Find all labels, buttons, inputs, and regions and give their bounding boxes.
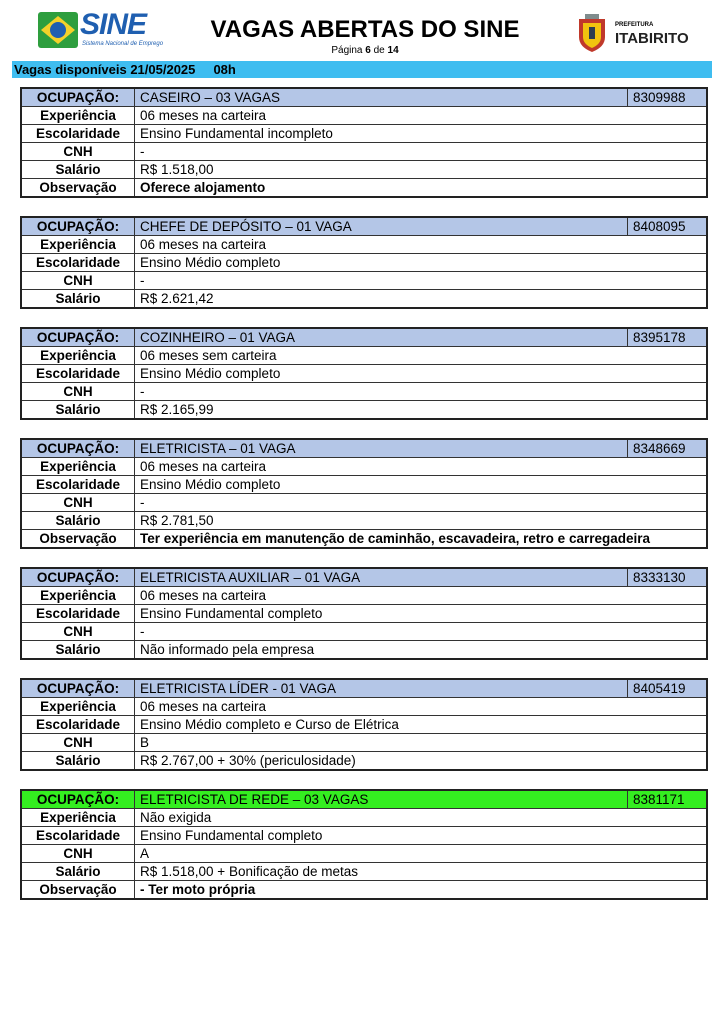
job-table xyxy=(20,567,708,660)
salary-row xyxy=(21,512,707,530)
license-value: B xyxy=(135,734,708,752)
job-table xyxy=(20,678,708,771)
salary-value: R$ 2.781,50 xyxy=(135,512,708,530)
experience-value: 06 meses na carteira xyxy=(135,458,708,476)
page-current: 6 xyxy=(365,45,371,56)
occupation-label: OCUPAÇÃO: xyxy=(21,439,135,458)
job-code: 8333130 xyxy=(628,568,708,587)
experience-row xyxy=(21,809,707,827)
salary-value: R$ 1.518,00 + Bonificação de metas xyxy=(135,863,708,881)
note-value: - Ter moto própria xyxy=(135,881,708,900)
license-row xyxy=(21,272,707,290)
job-code: 8405419 xyxy=(628,679,708,698)
note-row xyxy=(21,179,707,198)
education-label: Escolaridade xyxy=(21,125,135,143)
availability-text: Vagas disponíveis 21/05/2025 08h xyxy=(14,62,236,77)
salary-row xyxy=(21,290,707,309)
occupation-value: ELETRICISTA AUXILIAR – 01 VAGA xyxy=(135,568,628,587)
sine-logo xyxy=(38,10,163,52)
occupation-value: CHEFE DE DEPÓSITO – 01 VAGA xyxy=(135,217,628,236)
page-number xyxy=(190,45,540,56)
license-row xyxy=(21,383,707,401)
experience-row xyxy=(21,587,707,605)
note-label: Observação xyxy=(21,530,135,549)
prefeitura-logo xyxy=(575,13,695,53)
experience-value: 06 meses na carteira xyxy=(135,587,708,605)
salary-value: R$ 2.767,00 + 30% (periculosidade) xyxy=(135,752,708,771)
job-code: 8408095 xyxy=(628,217,708,236)
license-value: - xyxy=(135,383,708,401)
salary-label: Salário xyxy=(21,752,135,771)
salary-label: Salário xyxy=(21,290,135,309)
salary-value: R$ 1.518,00 xyxy=(135,161,708,179)
salary-row xyxy=(21,161,707,179)
occupation-row xyxy=(21,790,707,809)
sine-flag-icon xyxy=(38,12,78,48)
page-sep: de xyxy=(373,45,385,56)
license-label: CNH xyxy=(21,143,135,161)
license-row xyxy=(21,845,707,863)
page-total: 14 xyxy=(387,45,399,56)
salary-value: Não informado pela empresa xyxy=(135,641,708,660)
education-value: Ensino Médio completo xyxy=(135,365,708,383)
page-header xyxy=(0,0,724,60)
education-row xyxy=(21,254,707,272)
education-row xyxy=(21,125,707,143)
license-value: - xyxy=(135,494,708,512)
experience-label: Experiência xyxy=(21,587,135,605)
education-label: Escolaridade xyxy=(21,476,135,494)
education-value: Ensino Fundamental incompleto xyxy=(135,125,708,143)
city-crest-icon xyxy=(575,13,609,53)
experience-value: 06 meses na carteira xyxy=(135,107,708,125)
salary-label: Salário xyxy=(21,863,135,881)
job-table xyxy=(20,327,708,420)
salary-row xyxy=(21,752,707,771)
job-list xyxy=(20,87,708,918)
license-row xyxy=(21,623,707,641)
license-label: CNH xyxy=(21,494,135,512)
job-code: 8395178 xyxy=(628,328,708,347)
salary-value: R$ 2.165,99 xyxy=(135,401,708,420)
occupation-row xyxy=(21,679,707,698)
experience-row xyxy=(21,458,707,476)
occupation-row xyxy=(21,88,707,107)
education-label: Escolaridade xyxy=(21,365,135,383)
note-value: Ter experiência em manutenção de caminhão, escavadeira, retro e carregadeira xyxy=(135,530,708,549)
occupation-label: OCUPAÇÃO: xyxy=(21,217,135,236)
job-code: 8309988 xyxy=(628,88,708,107)
license-value: - xyxy=(135,143,708,161)
experience-value: Não exigida xyxy=(135,809,708,827)
job-table xyxy=(20,438,708,549)
job-table xyxy=(20,87,708,198)
occupation-value: CASEIRO – 03 VAGAS xyxy=(135,88,628,107)
occupation-row xyxy=(21,217,707,236)
experience-value: 06 meses na carteira xyxy=(135,698,708,716)
experience-row xyxy=(21,107,707,125)
education-value: Ensino Médio completo e Curso de Elétrica xyxy=(135,716,708,734)
experience-row xyxy=(21,347,707,365)
occupation-row xyxy=(21,328,707,347)
page-title: VAGAS ABERTAS DO SINE xyxy=(210,16,520,43)
sine-logo-text: SINE xyxy=(80,8,147,41)
license-value: - xyxy=(135,623,708,641)
prefeitura-label: PREFEITURA xyxy=(615,22,654,28)
note-label: Observação xyxy=(21,881,135,900)
education-value: Ensino Médio completo xyxy=(135,254,708,272)
occupation-label: OCUPAÇÃO: xyxy=(21,679,135,698)
page-prefix: Página xyxy=(331,45,363,56)
education-row xyxy=(21,827,707,845)
sine-logo-subtitle: Sistema Nacional de Emprego xyxy=(82,41,164,47)
salary-value: R$ 2.621,42 xyxy=(135,290,708,309)
experience-label: Experiência xyxy=(21,347,135,365)
occupation-value: ELETRICISTA DE REDE – 03 VAGAS xyxy=(135,790,628,809)
education-label: Escolaridade xyxy=(21,254,135,272)
license-row xyxy=(21,734,707,752)
license-label: CNH xyxy=(21,272,135,290)
education-label: Escolaridade xyxy=(21,605,135,623)
education-value: Ensino Fundamental completo xyxy=(135,827,708,845)
job-code: 8348669 xyxy=(628,439,708,458)
job-table xyxy=(20,216,708,309)
occupation-label: OCUPAÇÃO: xyxy=(21,790,135,809)
salary-label: Salário xyxy=(21,512,135,530)
education-label: Escolaridade xyxy=(21,827,135,845)
license-label: CNH xyxy=(21,383,135,401)
availability-banner xyxy=(12,61,712,78)
license-label: CNH xyxy=(21,734,135,752)
license-label: CNH xyxy=(21,623,135,641)
license-label: CNH xyxy=(21,845,135,863)
education-value: Ensino Médio completo xyxy=(135,476,708,494)
education-row xyxy=(21,365,707,383)
occupation-label: OCUPAÇÃO: xyxy=(21,568,135,587)
experience-value: 06 meses sem carteira xyxy=(135,347,708,365)
salary-label: Salário xyxy=(21,161,135,179)
occupation-value: ELETRICISTA – 01 VAGA xyxy=(135,439,628,458)
education-row xyxy=(21,716,707,734)
occupation-label: OCUPAÇÃO: xyxy=(21,328,135,347)
license-value: - xyxy=(135,272,708,290)
note-row xyxy=(21,530,707,549)
experience-label: Experiência xyxy=(21,107,135,125)
salary-label: Salário xyxy=(21,401,135,420)
note-label: Observação xyxy=(21,179,135,198)
education-label: Escolaridade xyxy=(21,716,135,734)
experience-value: 06 meses na carteira xyxy=(135,236,708,254)
salary-row xyxy=(21,863,707,881)
license-row xyxy=(21,494,707,512)
job-code: 8381171 xyxy=(628,790,708,809)
license-value: A xyxy=(135,845,708,863)
experience-label: Experiência xyxy=(21,236,135,254)
experience-label: Experiência xyxy=(21,809,135,827)
education-row xyxy=(21,605,707,623)
experience-row xyxy=(21,698,707,716)
salary-label: Salário xyxy=(21,641,135,660)
experience-label: Experiência xyxy=(21,698,135,716)
occupation-value: ELETRICISTA LÍDER - 01 VAGA xyxy=(135,679,628,698)
experience-row xyxy=(21,236,707,254)
occupation-value: COZINHEIRO – 01 VAGA xyxy=(135,328,628,347)
city-label: ITABIRITO xyxy=(615,30,689,47)
education-value: Ensino Fundamental completo xyxy=(135,605,708,623)
note-value: Oferece alojamento xyxy=(135,179,708,198)
occupation-label: OCUPAÇÃO: xyxy=(21,88,135,107)
education-row xyxy=(21,476,707,494)
occupation-row xyxy=(21,439,707,458)
experience-label: Experiência xyxy=(21,458,135,476)
job-table xyxy=(20,789,708,900)
license-row xyxy=(21,143,707,161)
salary-row xyxy=(21,641,707,660)
note-row xyxy=(21,881,707,900)
occupation-row xyxy=(21,568,707,587)
salary-row xyxy=(21,401,707,420)
